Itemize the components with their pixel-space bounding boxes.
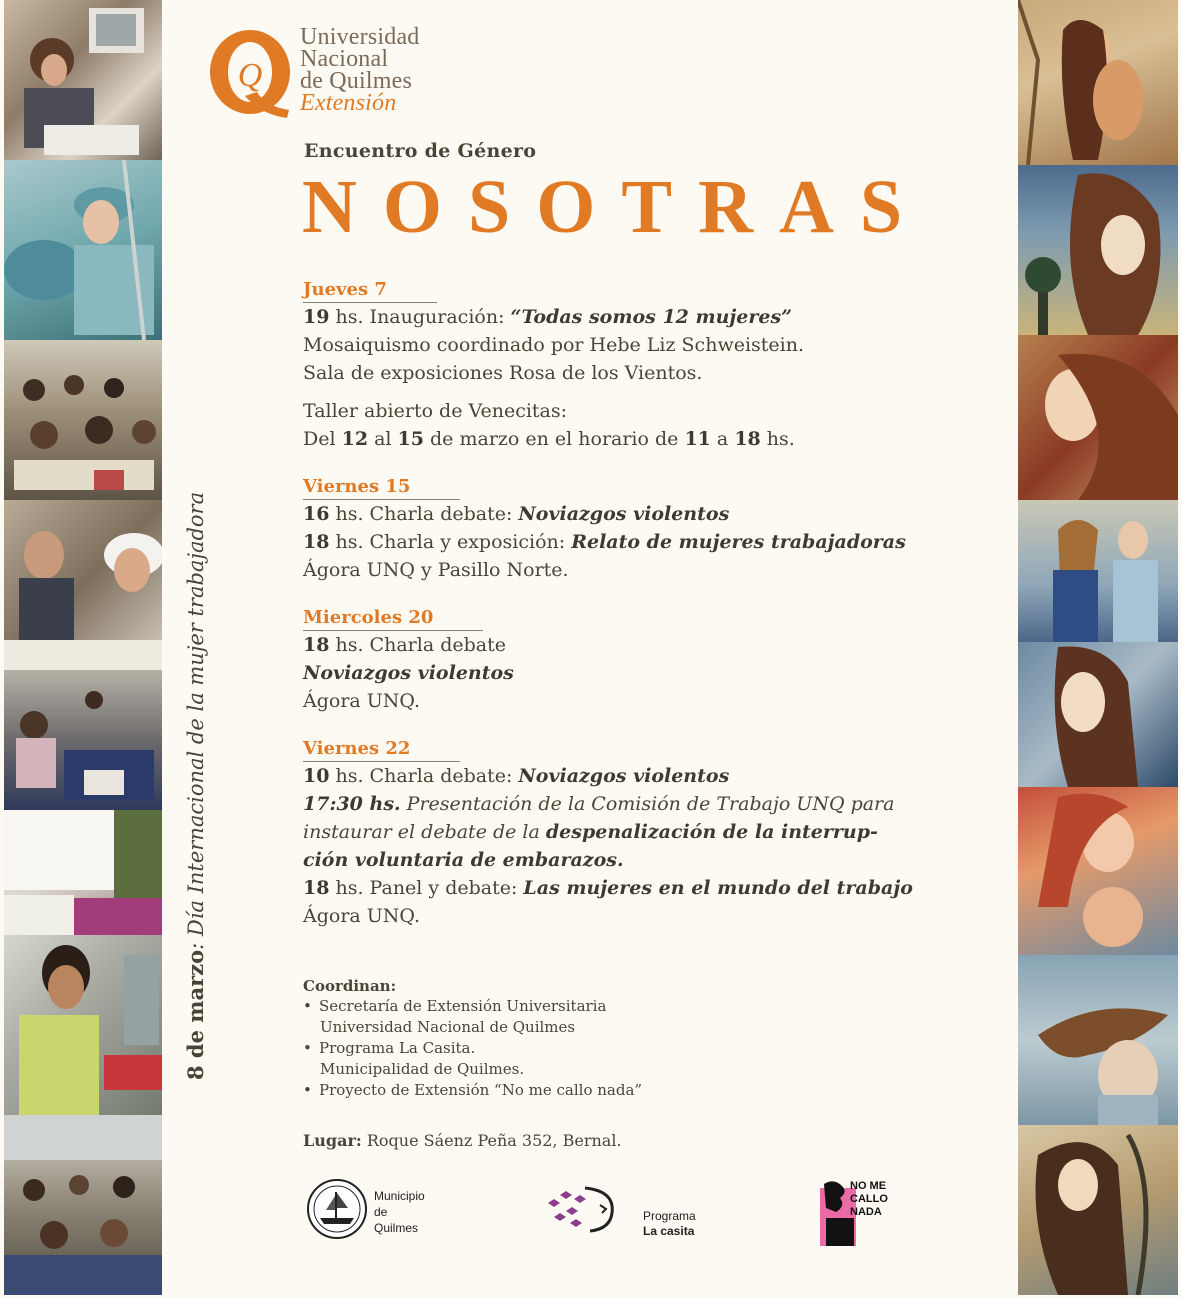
event-text: hs. Inauguración:: [329, 306, 511, 328]
photo-students: [4, 1115, 162, 1298]
illustration-woman-reading: [1018, 1125, 1178, 1298]
event-line: 10 hs. Charla debate: Noviazgos violentos: [303, 765, 730, 787]
event-line: 16 hs. Charla debate: Noviazgos violentos: [303, 503, 730, 525]
sponsor-municipio: [306, 1178, 466, 1250]
logo-text: [300, 26, 420, 114]
illustration-woman-blue: [1018, 642, 1178, 790]
event-line: 18 hs. Charla debate: [303, 634, 506, 656]
illustration-couple: [1018, 500, 1178, 645]
caption-text: : Día Internacional de la mujer trabajadora: [184, 491, 208, 950]
photo-classroom: [4, 340, 162, 503]
logo-line-1: Universidad: [300, 24, 420, 50]
municipio-label-2: de: [374, 1205, 388, 1219]
illustration-woman-sky: [1018, 165, 1178, 338]
event-line: Mosaiquismo coordinado por Hebe Liz Schweistein.: [303, 334, 805, 356]
sponsor-no-me-callo-nada: [812, 1178, 902, 1250]
event-line: [303, 303, 1003, 331]
unq-logo-mark-icon: [205, 26, 295, 121]
event-line: instaurar el debate de la despenalización de la interrup-: [303, 821, 878, 843]
photo-office-worker: [4, 0, 162, 163]
event-line: ción voluntaria de embarazos.: [303, 849, 624, 871]
event-title-emph: “Todas somos 12 mujeres”: [510, 306, 793, 328]
photo-textile-workers: [4, 670, 162, 813]
section-viernes-22: [303, 737, 1003, 930]
event-line: 18 hs. Charla y exposición: Relato de mujeres trabajadoras: [303, 531, 906, 553]
event-line: Ágora UNQ.: [303, 690, 421, 712]
day-heading: Miercoles 20: [303, 606, 483, 631]
event-subtitle: Encuentro de Género: [304, 140, 537, 162]
casita-label-1: Programa: [643, 1209, 696, 1223]
event-line: 18 hs. Panel y debate: Las mujeres en el mundo del trabajo: [303, 877, 913, 899]
logo-line-2: Nacional: [300, 46, 389, 72]
municipio-label-3: Quilmes: [374, 1221, 419, 1235]
event-line: Del 12 al 15 de marzo en el horario de 11 a 18 hs.: [303, 428, 795, 450]
nmc-label-2: CALLO: [850, 1193, 888, 1205]
municipio-label-1: Municipio: [374, 1189, 425, 1203]
event-time: 19: [303, 306, 330, 328]
illustration-mother-child: [1018, 0, 1178, 168]
photo-worker-smiling: [4, 935, 162, 1118]
illustration-woman-embrace: [1018, 787, 1178, 958]
coordinator-item-sub: Municipalidad de Quilmes.: [320, 1060, 525, 1078]
event-line: Sala de exposiciones Rosa de los Vientos.: [303, 362, 703, 384]
illustration-woman-hair-wind: [1018, 955, 1178, 1128]
photo-madres-plaza: [4, 500, 162, 673]
coordinators: [303, 976, 642, 1101]
coordinator-item: • Programa La Casita.: [303, 1039, 476, 1057]
la-casita-logo-icon: [540, 1183, 620, 1233]
program-content: [303, 278, 1003, 946]
logo-line-extension: Extensión: [300, 90, 397, 116]
casita-label-2: La casita: [643, 1224, 695, 1238]
coordinators-title: Coordinan:: [303, 977, 397, 995]
event-line: Ágora UNQ.: [303, 905, 421, 927]
event-title: NOSOTRAS: [302, 165, 929, 249]
event-line: Noviazgos violentos: [303, 662, 514, 684]
municipio-seal-icon: [306, 1178, 368, 1240]
event-line: Taller abierto de Venecitas:: [303, 400, 568, 422]
illustration-strip-right: [1018, 0, 1178, 1295]
event-line: 17:30 hs. Presentación de la Comisión de Trabajo UNQ para: [303, 793, 895, 815]
coordinator-item: • Proyecto de Extensión “No me callo nada”: [303, 1081, 643, 1099]
logo-mark-letter: Q: [237, 57, 263, 94]
day-heading: Jueves 7: [303, 278, 437, 303]
illustration-woman-red: [1018, 335, 1178, 503]
photo-protest-banner: [4, 810, 162, 938]
photo-strip-left: [4, 0, 162, 1295]
event-line: Ágora UNQ y Pasillo Norte.: [303, 559, 569, 581]
day-heading: Viernes 22: [303, 737, 460, 762]
nmc-label-1: NO ME: [850, 1180, 887, 1192]
nmc-label-3: NADA: [850, 1206, 882, 1218]
logo-line-3: de Quilmes: [300, 68, 412, 94]
coordinator-item-sub: Universidad Nacional de Quilmes: [320, 1018, 576, 1036]
caption-date: 8 de marzo: [183, 949, 208, 1080]
venue: [303, 1131, 622, 1150]
venue-label: Lugar:: [303, 1131, 362, 1150]
venue-address: Roque Sáenz Peña 352, Bernal.: [361, 1131, 622, 1150]
section-viernes-15: [303, 475, 1003, 584]
sponsor-la-casita: [540, 1183, 730, 1243]
day-heading: Viernes 15: [303, 475, 460, 500]
vertical-caption: [183, 492, 208, 1080]
section-jueves: [303, 278, 1003, 453]
photo-nurse: [4, 160, 162, 343]
coordinator-item: • Secretaría de Extensión Universitaria: [303, 997, 607, 1015]
university-logo: [205, 26, 455, 121]
section-miercoles-20: [303, 606, 1003, 715]
